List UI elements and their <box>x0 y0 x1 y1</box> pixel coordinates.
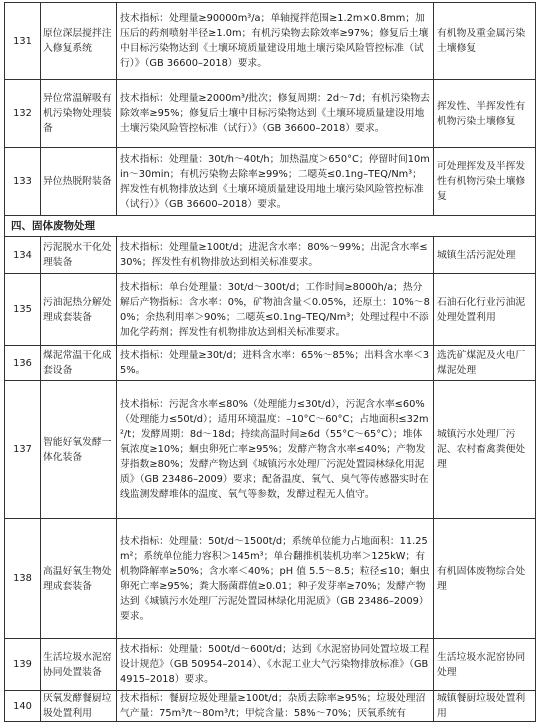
row-number: 136 <box>5 346 41 381</box>
table-row <box>5 274 536 346</box>
equipment-name: 污泥脱水干化处理装备 <box>41 237 117 274</box>
equipment-name: 生活垃圾水泥窑协同处置装备 <box>41 639 117 691</box>
application-scope: 城镇生活污泥处理 <box>434 237 536 274</box>
equipment-name: 原位深层搅拌注入修复系统 <box>41 3 117 80</box>
technical-spec: 技术指标：处理量≥30t/d；进料含水率：65%～85%；出料含水率＜35%。 <box>117 346 434 381</box>
table-row <box>5 3 536 80</box>
application-scope: 城镇污水处理厂污泥、农村畜禽粪便处理 <box>434 381 536 519</box>
row-number: 135 <box>5 274 41 346</box>
row-number: 140 <box>5 691 41 722</box>
table-row <box>5 691 536 722</box>
technical-spec: 技术指标：处理量≥100t/d；进泥含水率：80%～99%；出泥含水率≤30%；挥发性有机物排放达到相关标准要求。 <box>117 237 434 274</box>
equipment-name: 厌氧发酵餐厨垃圾处置利用 <box>41 691 117 722</box>
equipment-name: 煤泥常温干化成套设备 <box>41 346 117 381</box>
technical-spec: 技术指标：单台处理量：30t/d～300t/d；工作时间≥8000h/a；热分解后产物指标：含水率：0%，矿物油含量＜0.05%，还原土：10%～80%；余热利用率＞90%；二噁英≤0.1ng–TEQ/Nm³；处理过程中不添加化学药剂；挥发性有机物排放达到相关标准要求。 <box>117 274 434 346</box>
row-number: 131 <box>5 3 41 80</box>
technical-spec: 技术指标：处理量：50t/d～1500t/d；系统单位能力占地面积：11.25m²；系统单位能力容积＞145m³；单台翻推机装机功率＞125kW；有机物降解率≥50%；含水率＜40%；pH 值 5.5～8.5；粒径≤10；蛔虫卵死亡率≥95%；粪大肠菌群值≥0.01；种子发芽率≥70%；发酵产物达到《城镇污水处理厂污泥处置园林绿化用泥质》（GB 23486–2009）要求。 <box>117 519 434 639</box>
technical-spec: 技术指标：处理量≥90000m³/a；单轴搅拌范围≥1.2m×0.8mm；加压后的药剂喷射半径≥1.0m；有机污染物去除效率≥97%；修复后土壤中目标污染物达到《土壤环境质量建设用地土壤污染风险管控标准（试行）》（GB 36600–2018）要求。 <box>117 3 434 80</box>
technical-spec: 技术指标：污泥含水率≤80%（处理能力≤30t/d），污泥含水率≤60%（处理能力≤50t/d）；适用环境温度：–10°C～60°C；占地面积≤32m²/t；发酵周期：8d～18d；持续高温时间≥6d（55°C～65°C）；堆体氧浓度≥10%；蛔虫卵死亡率≥95%；发酵产物含水率≤40%；产物发芽指数≥80%；发酵产物达到《城镇污水处理厂污泥处置园林绿化用泥质》（GB 23486–2009）要求；配备温度、氧气、臭气等传感器实时在线监测发酵堆体的温度、氧气等参数，发酵过程无人值守。 <box>117 381 434 519</box>
application-scope: 选洗矿煤泥及火电厂煤泥处理 <box>434 346 536 381</box>
application-scope: 可处理挥发及半挥发性有机物污染土壤修复 <box>434 148 536 216</box>
equipment-name: 异位热脱附装备 <box>41 148 117 216</box>
row-number: 133 <box>5 148 41 216</box>
row-number: 138 <box>5 519 41 639</box>
row-number: 139 <box>5 639 41 691</box>
application-scope: 有机物及重金属污染土壤修复 <box>434 3 536 80</box>
table-row <box>5 639 536 691</box>
application-scope: 生活垃圾水泥窑协同处理 <box>434 639 536 691</box>
technical-spec: 技术指标：处理量：30t/h～40t/h；加热温度＞650°C；停留时间10min～30min；有机污染物去除率≥99%；二噁英≤0.1ng–TEQ/Nm³；挥发性有机物排放达到《土壤环境质量建设用地土壤污染风险管控标准（试行）》（GB 36600–2018）要求。 <box>117 148 434 216</box>
application-scope: 挥发性、半挥发性有机物污染土壤修复 <box>434 80 536 148</box>
table-row <box>5 80 536 148</box>
equipment-name: 污油泥热分解处理成套装备 <box>41 274 117 346</box>
section-heading: 四、固体废物处理 <box>5 216 536 237</box>
section-row <box>5 216 536 237</box>
row-number: 137 <box>5 381 41 519</box>
table-row <box>5 148 536 216</box>
technical-spec: 技术指标：处理量≥2000m³/批次；修复周期：2d～7d；有机污染物去除效率≥95%；修复后土壤中目标污染物达到《土壤环境质量建设用地土壤污染风险管控标准（试行）》（GB 36600–2018）要求。 <box>117 80 434 148</box>
table-row <box>5 519 536 639</box>
row-number: 134 <box>5 237 41 274</box>
equipment-table <box>4 2 536 722</box>
table-row <box>5 381 536 519</box>
technical-spec: 技术指标：处理量：500t/d～600t/d；达到《水泥窑协同处置垃圾工程设计规范》（GB 50954–2014）、《水泥工业大气污染物排放标准》（GB 4915–2018）要求。 <box>117 639 434 691</box>
row-number: 132 <box>5 80 41 148</box>
application-scope: 石油石化行业污油泥处理处置利用 <box>434 274 536 346</box>
technical-spec: 技术指标：餐厨垃圾处理量≥100t/d；杂质去除率≥95%；垃圾处理沼气产量：75m³/t～80m³/t；甲烷含量：58%～70%；厌氧系统有 <box>117 691 434 722</box>
equipment-name: 异位常温解吸有机污染物处理装备 <box>41 80 117 148</box>
equipment-name: 智能好氧发酵一体化装备 <box>41 381 117 519</box>
equipment-name: 高温好氧生物处理成套装备 <box>41 519 117 639</box>
table-row <box>5 346 536 381</box>
application-scope: 城镇餐厨垃圾处置利用 <box>434 691 536 722</box>
table-row <box>5 237 536 274</box>
application-scope: 有机固体废物综合处理 <box>434 519 536 639</box>
